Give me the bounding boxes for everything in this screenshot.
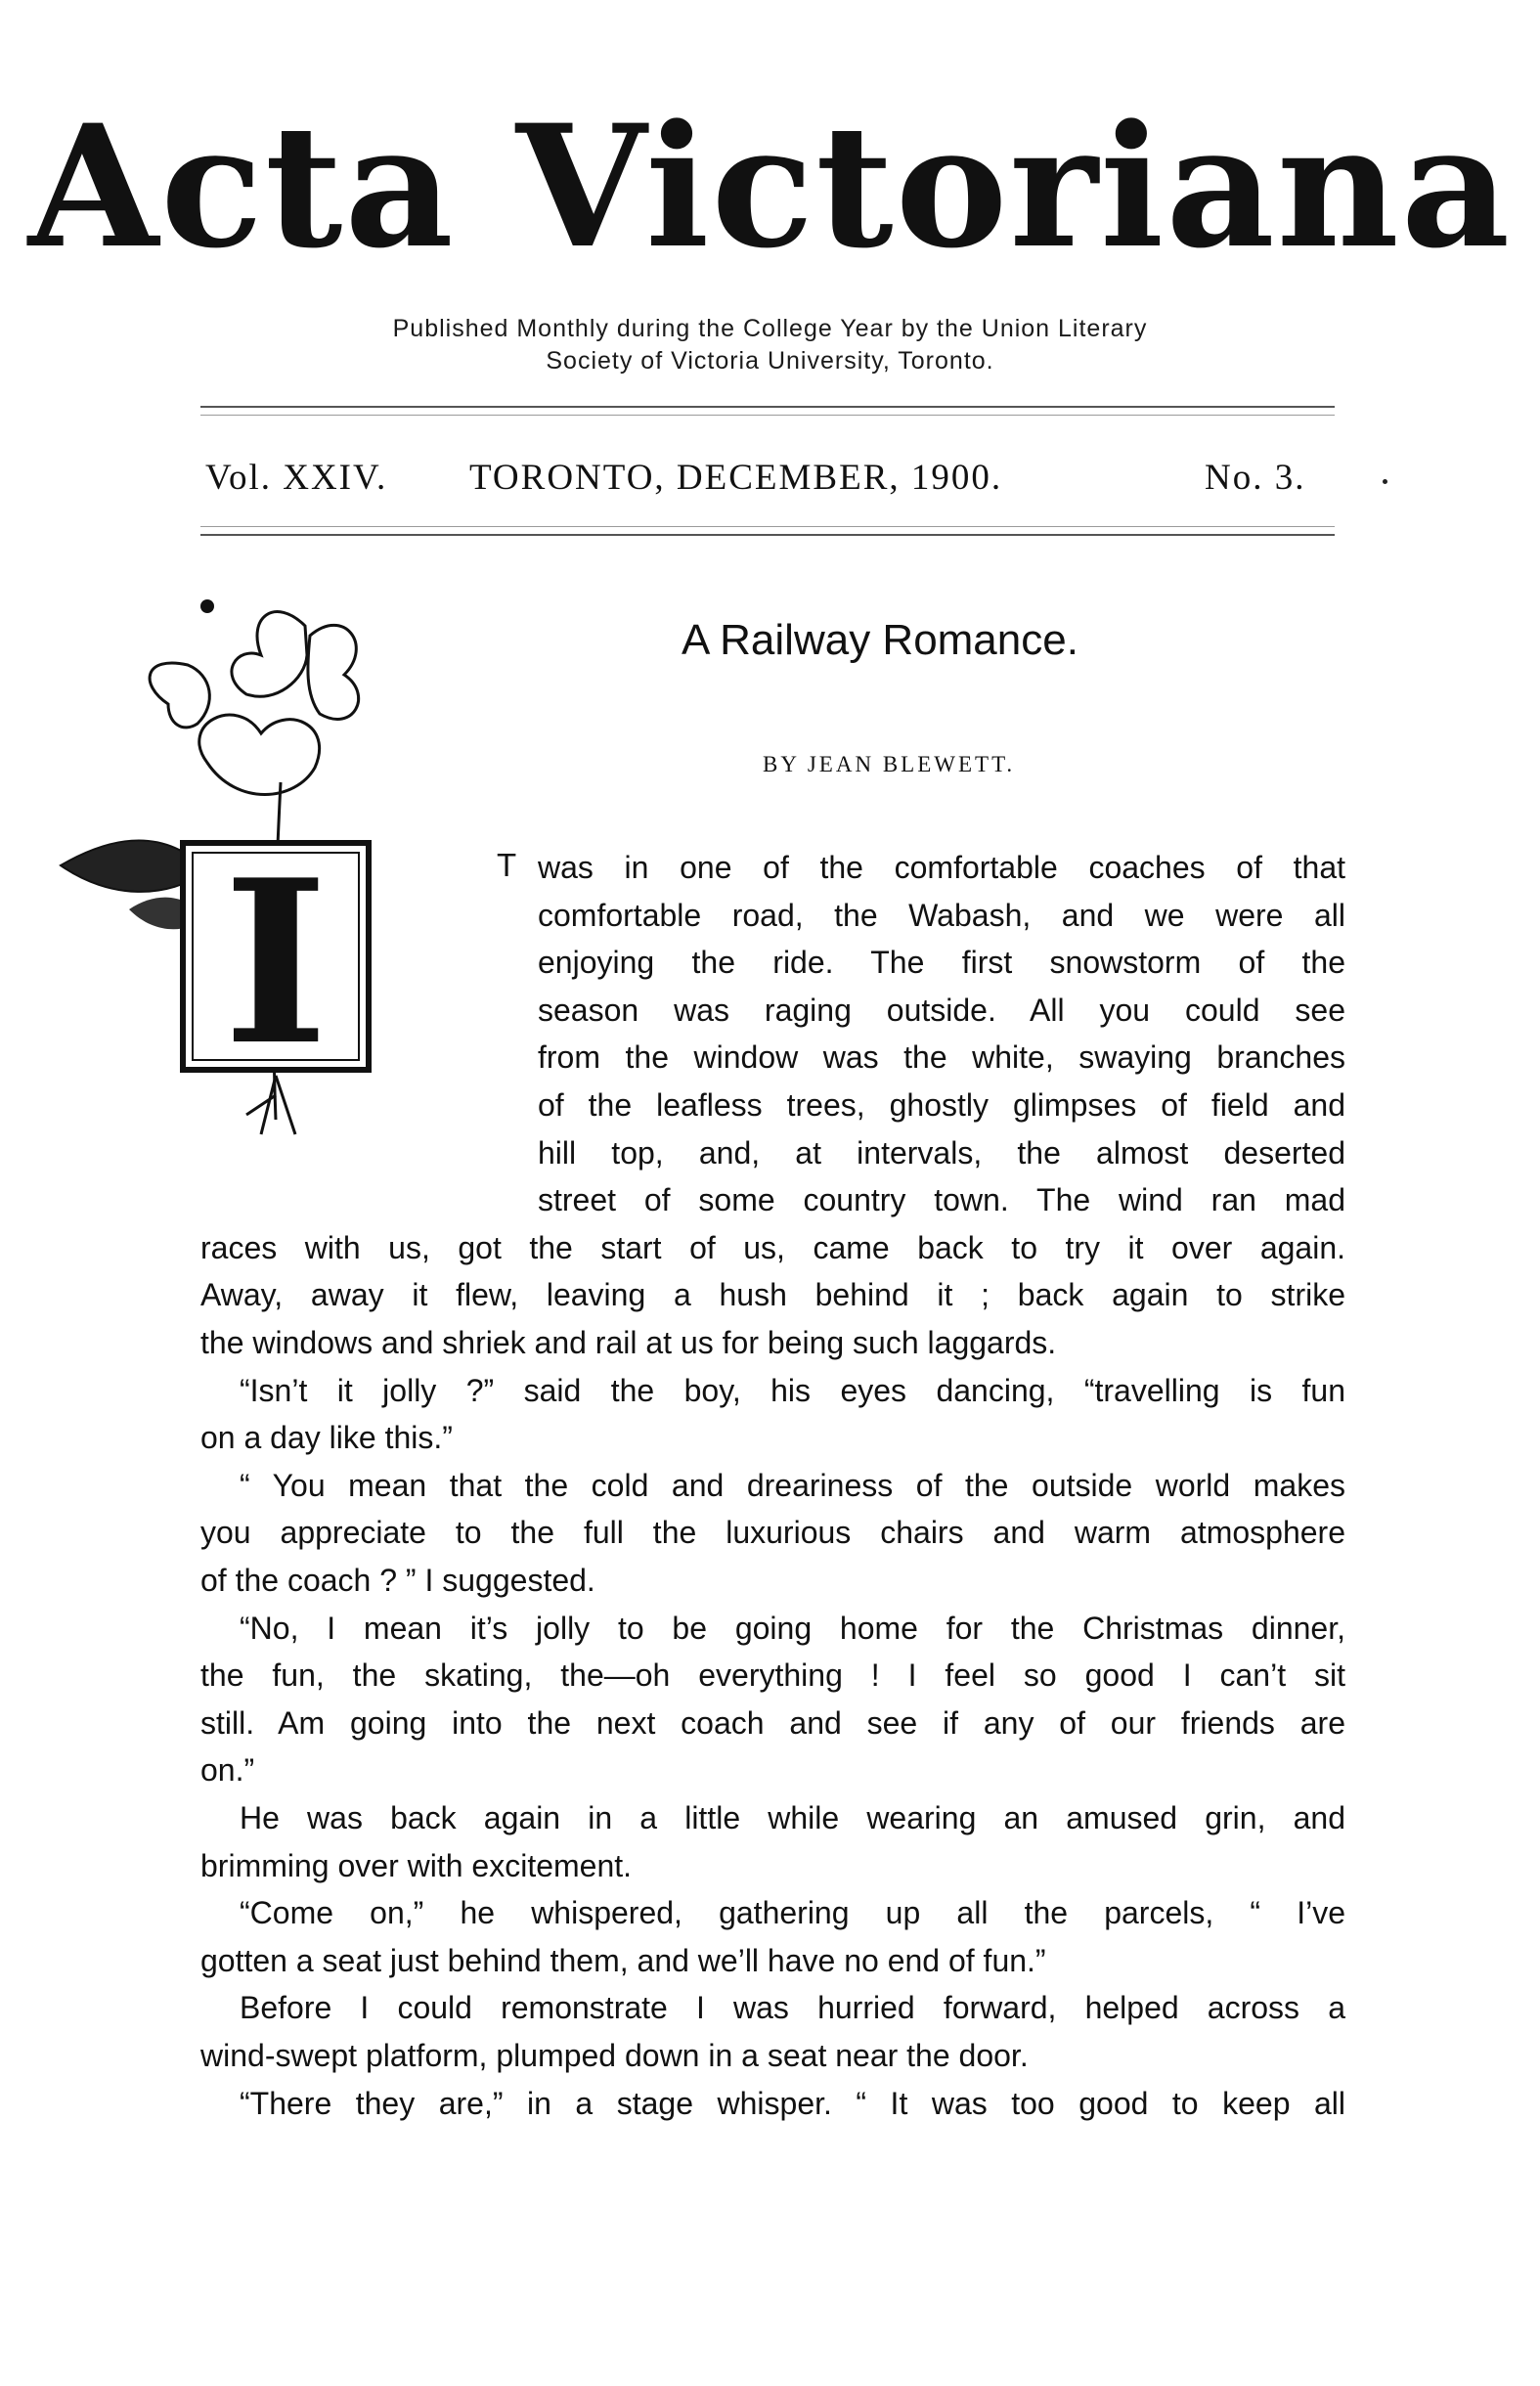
article-text-line: “No, I mean it’s jolly to be going home for the Christmas dinner, [240,1611,1345,1646]
article-text-line: “ You mean that the cold and dreariness of the outside world makes [240,1468,1345,1503]
article-text-line: hill top, and, at intervals, the almost deserted [538,1135,1345,1171]
issue-number: No. 3. [1205,458,1306,498]
publisher-note [0,313,1540,377]
article-text-line: on a day like this.” [200,1420,453,1455]
publisher-line-2: Society of Victoria University, Toronto. [546,347,994,375]
article-text-line: He was back again in a little while wearing an amused grin, and [240,1800,1345,1835]
article-text-line: from the window was the white, swaying branches [538,1039,1345,1075]
article-text-line: gotten a seat just behind them, and we’ll have no end of fun.” [200,1943,1046,1978]
article-text-line: brimming over with excitement. [200,1848,633,1883]
article-text-line: you appreciate to the full the luxurious chairs and warm atmosphere [200,1515,1345,1550]
article-byline: BY JEAN BLEWETT. [763,752,1016,776]
article-text-line: “Isn’t it jolly ?” said the boy, his eyes dancing, “travelling is fun [240,1373,1345,1408]
article-title: A Railway Romance. [682,616,1078,664]
flower-petal-left [150,663,209,728]
drop-cap-letter: I [223,831,329,1095]
flower-petal-right [308,625,359,719]
floral-drop-cap-ornament [51,587,510,1144]
article-text-line: Before I could remonstrate I was hurried forward, helped across a [240,1990,1345,2025]
rule-top [200,406,1335,408]
article-text-line: races with us, got the start of us, came back to try it over again. [200,1230,1345,1265]
article-text-line: comfortable road, the Wabash, and we were all [538,898,1345,933]
flower-petal-lower [199,715,320,794]
issue-volume: Vol. XXIV. [205,458,388,498]
article-text-line: “Come on,” he whispered, gathering up all the parcels, “ I’ve [240,1895,1345,1930]
rule-bottom [200,534,1335,536]
article-text-line: “There they are,” in a stage whisper. “ It was too good to keep all [240,2086,1345,2121]
article-text-line: the fun, the skating, the—oh everything ! I feel so good I can’t sit [200,1657,1345,1693]
article-text-line: was in one of the comfortable coaches of that [538,850,1345,885]
publisher-line-1: Published Monthly during the College Year by the Union Literary [392,315,1148,342]
article-text-line: on.” [200,1752,255,1788]
stray-dot [1383,479,1387,484]
masthead-title: Acta Victoriana [27,87,1513,286]
issue-place-date: TORONTO, DECEMBER, 1900. [469,458,1003,498]
drop-cap-continuation: T [497,847,517,883]
article-text-line: enjoying the ride. The first snowstorm of the [538,945,1345,980]
article-text-line: season was raging outside. All you could see [538,993,1345,1028]
bud-dot [200,599,214,613]
article-text-line: street of some country town. The wind ran mad [538,1182,1345,1217]
rule-top-thin [200,415,1335,416]
article-text-line: of the coach ? ” I suggested. [200,1563,595,1598]
flower-petal-top [232,612,307,697]
article-text-line: the windows and shriek and rail at us for being such laggards. [200,1325,1057,1360]
article-text-line: wind-swept platform, plumped down in a seat near the door. [200,2038,1029,2073]
article-text-line: Away, away it flew, leaving a hush behind it ; back again to strike [200,1277,1345,1312]
rule-bottom-thin [200,526,1335,527]
article-text-line: of the leafless trees, ghostly glimpses of field and [538,1087,1345,1123]
article-text-line: still. Am going into the next coach and see if any of our friends are [200,1705,1345,1741]
